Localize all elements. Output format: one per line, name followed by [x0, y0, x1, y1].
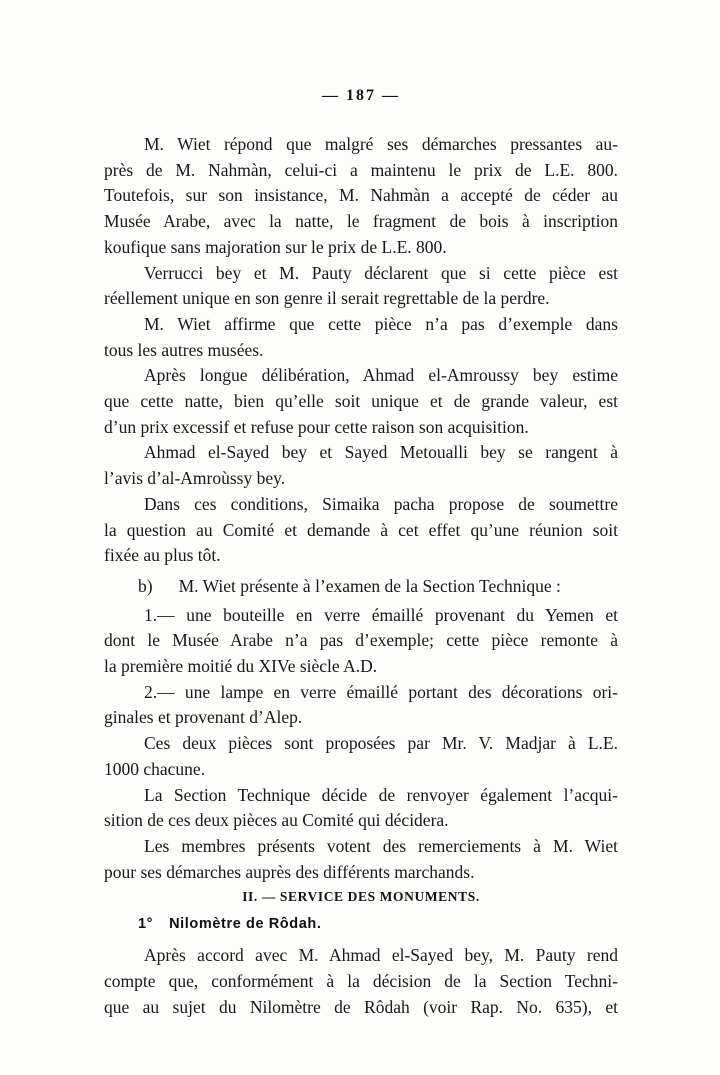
text-line: 1000 chacune. [104, 758, 206, 779]
text-line: 1.— une bouteille en verre émaillé provenant du Yemen et [144, 604, 618, 625]
text-line: dont le Musée Arabe n’a pas d’exemple; cette pièce remonte à [104, 630, 618, 651]
text-line: M. Wiet répond que malgré ses démarches pressantes au- [144, 134, 618, 154]
text-line: d’un prix excessif et refuse pour cette raison son acquisition. [104, 416, 529, 437]
paragraph-wiet-affirme [104, 312, 618, 363]
paragraph-nilometre [104, 943, 618, 1020]
text-line: La Section Technique décide de renvoyer également l’acqui- [144, 784, 618, 805]
text-line: l’avis d’al-Amroùssy bey. [104, 468, 286, 489]
paragraph-section-technique [104, 783, 618, 834]
text-line: la première moitié du XIVe siècle A.D. [104, 656, 378, 677]
paragraph-deux-pieces [104, 731, 618, 782]
text-line: tous les autres musées. [104, 339, 264, 360]
text-line: Ces deux pièces sont proposées par Mr. V. Madjar à L.E. [144, 733, 618, 754]
paragraph-deliberation [104, 363, 618, 440]
paragraph-sayed-metoualli [104, 440, 618, 491]
text-line: Les membres présents votent des remerciements à M. Wiet [144, 835, 618, 856]
subsection-heading [104, 914, 618, 934]
item-b-line [104, 574, 618, 600]
text-line: M. Wiet affirme que cette pièce n’a pas d’exemple dans [144, 313, 618, 334]
text-line: koufique sans majoration sur le prix de L.E. 800. [104, 236, 447, 257]
subsection-title: Nilomètre de Rôdah. [169, 916, 322, 933]
text-line: fixée au plus tôt. [104, 545, 221, 566]
text-line: Toutefois, sur son insistance, M. Nahmàn a accepté de céder au [104, 185, 618, 206]
text-line: Dans ces conditions, Simaika pacha propose de soumettre [144, 493, 618, 514]
item-b-marker: b) [138, 575, 153, 596]
paragraph-remerciements [104, 834, 618, 885]
text-line: que cette natte, bien qu’elle soit unique et de grande valeur, est [104, 391, 618, 412]
text-column [104, 84, 618, 1021]
text-line: Verrucci bey et M. Pauty déclarent que si cette pièce est [144, 262, 618, 283]
subsection-marker: 1° [138, 916, 154, 933]
paragraph-verrucci [104, 261, 618, 312]
text-line: la question au Comité et demande à cet effet qu’une réunion soit [104, 519, 618, 540]
text-line: sition de ces deux pièces au Comité qui décidera. [104, 810, 449, 831]
text-line: Musée Arabe, avec la natte, le fragment de bois à inscription [104, 211, 618, 232]
text-line: compte que, conformément à la décision de la Section Techni- [104, 971, 618, 992]
text-line: Ahmad el-Sayed bey et Sayed Metoualli bey se rangent à [144, 442, 618, 463]
paragraph-simaika [104, 492, 618, 569]
text-line: que au sujet du Nilomètre de Rôdah (voir Rap. No. 635), et [104, 996, 618, 1017]
text-line: Après longue délibération, Ahmad el-Amroussy bey estime [144, 365, 618, 386]
text-line: Après accord avec M. Ahmad el-Sayed bey, M. Pauty rend [144, 945, 618, 966]
paragraph-wiet-repond [104, 132, 618, 261]
text-line: 2.— une lampe en verre émaillé portant des décorations ori- [144, 681, 618, 702]
text-line: ginales et provenant d’Alep. [104, 707, 303, 728]
list-item-1 [104, 603, 618, 680]
text-line: près de M. Nahmàn, celui-ci a maintenu le prix de L.E. 800. [104, 159, 618, 180]
text-line: pour ses démarches auprès des différents marchands. [104, 861, 475, 882]
text-line: réellement unique en son genre il serait regrettable de la perdre. [104, 288, 550, 309]
item-b-text: M. Wiet présente à l’examen de la Section Technique : [178, 575, 561, 596]
list-item-2 [104, 680, 618, 731]
section-heading: II. — SERVICE DES MONUMENTS. [242, 889, 480, 905]
page-number: — 187 — [322, 87, 400, 104]
